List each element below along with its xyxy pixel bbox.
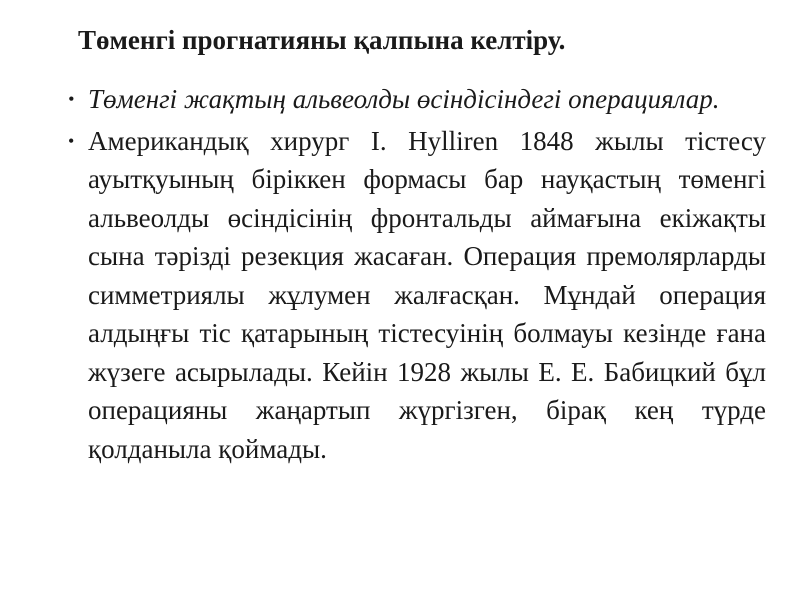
- slide-title: Төменгі прогнатияны қалпына келтіру.: [78, 25, 566, 55]
- bullet-marker: •: [68, 89, 75, 109]
- bullet-list: [68, 80, 766, 471]
- bullet-item-body: [68, 122, 766, 469]
- bullet-marker: •: [68, 130, 75, 151]
- bullet-text: Төменгі жақтың альвеолды өсіндісіндегі операциялар.: [88, 84, 720, 114]
- bullet-text: Американдық хирург I. Hylliren 1848 жылы тістесу ауытқуының біріккен формасы бар науқастың төменгі альвеолды өсіндісінің фронтальды аймағына екіжақты сына тәрізді резекция жасаған. Операция премолярларды симметриялы жұлумен жалғасқан. Мұндай операция алдыңғы тіс қатарының тістесуінің болмауы кезінде ғана жүзеге асырылады. Кейін 1928 жылы Е. Е. Бабицкий бұл операцияны жаңартып жүргізген, бірақ кең түрде қолданыла қоймады.: [88, 125, 766, 464]
- bullet-item-subtitle: [68, 80, 766, 119]
